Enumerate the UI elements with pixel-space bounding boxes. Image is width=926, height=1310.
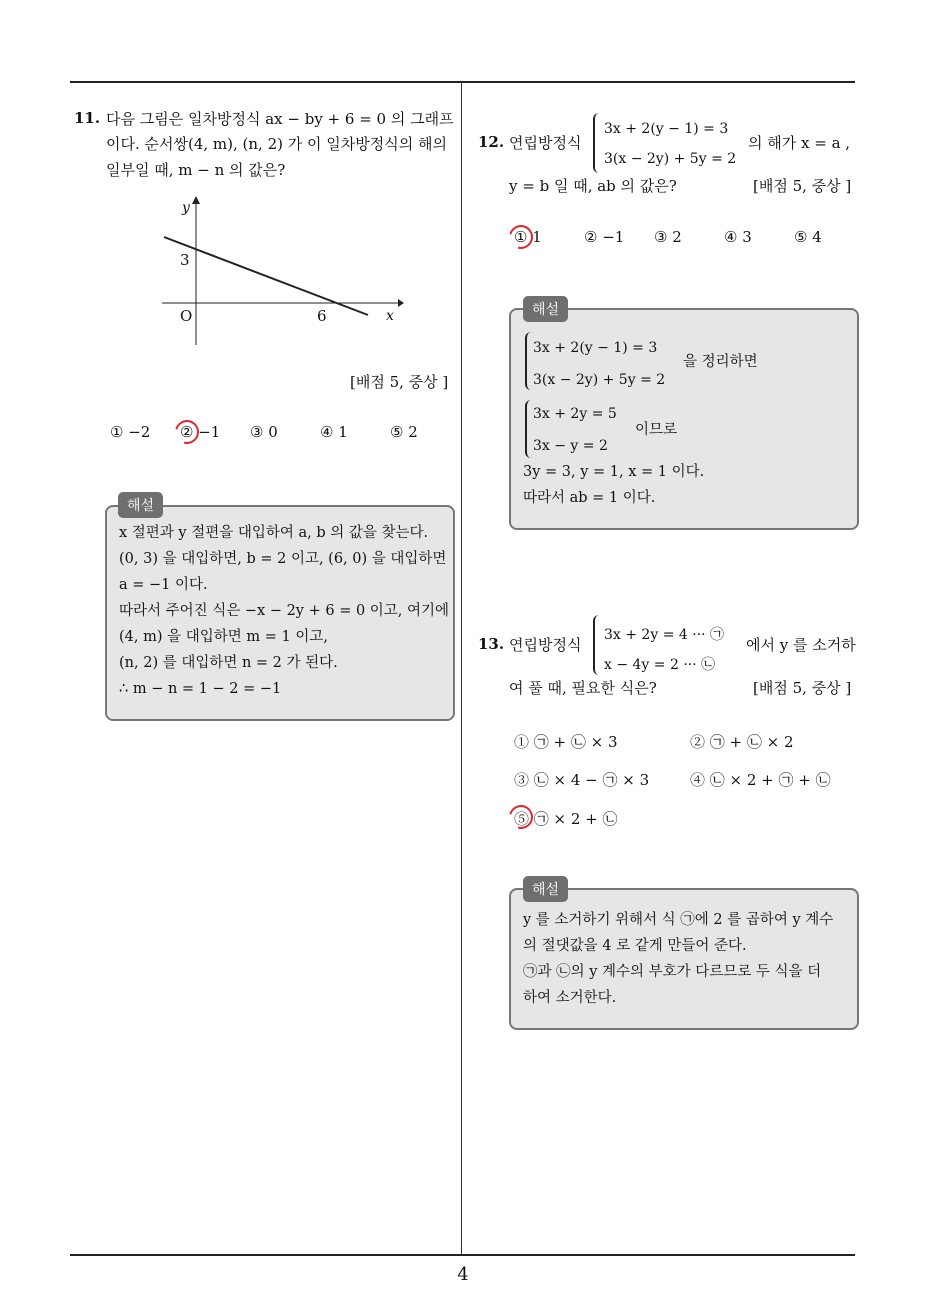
explanation-line: 따라서 주어진 식은 −x − 2y + 6 = 0 이고, 여기에 [119,603,450,619]
question-number: 13. [478,635,505,653]
explanation-line: 3y = 3, y = 1, x = 1 이다. [523,464,705,480]
explanation-line: (0, 3) 을 대입하면, b = 2 이고, (6, 0) 을 대입하면 [119,551,447,567]
answer-mark [505,221,538,254]
explanation-line: x 절편과 y 절편을 대입하여 a, b 의 값을 찾는다. [119,525,429,541]
choice-4[interactable]: ④ ㉡ × 2 + ㉠ + ㉡ [690,771,831,789]
x-axis-label: x [386,308,394,324]
choice-2[interactable]: ② −1 [180,423,221,441]
choice-1[interactable]: ① ㉠ + ㉡ × 3 [514,733,618,751]
top-rule [70,81,855,83]
explanation-line: ∴ m − n = 1 − 2 = −1 [119,681,282,697]
question-number: 12. [478,133,505,151]
explanation-tag: 해설 [523,876,568,902]
choice-4[interactable]: ④ 1 [320,423,348,441]
score-label: [배점 5, 중상 ] [350,373,449,391]
choice-5[interactable]: ⑤ 2 [390,423,418,441]
system-brace [525,400,533,458]
equation: 3(x − 2y) + 5y = 2 [533,372,666,388]
choice-5[interactable]: ⑤ ㉠ × 2 + ㉡ [514,810,618,828]
question-prefix: 연립방정식 [509,636,582,654]
system-brace [593,113,603,173]
explanation-tag: 해설 [118,492,163,518]
explanation-box [509,888,859,1030]
explanation-line: ㉠과 ㉡의 y 계수의 부호가 다르므로 두 식을 더 [523,964,822,980]
question-prefix: 연립방정식 [509,134,582,152]
explanation-text: 이므로 [635,422,678,438]
choice-3[interactable]: ③ 2 [654,228,682,246]
equation-2: 3(x − 2y) + 5y = 2 [604,151,737,167]
choice-1[interactable]: ① −2 [110,423,151,441]
equation: 3x − y = 2 [533,438,608,454]
question-text-line: 이다. 순서쌍(4, m), (n, 2) 가 이 일차방정식의 해의 [106,135,447,153]
explanation-line: 의 절댓값을 4 로 같게 만들어 준다. [523,938,747,954]
score-label: [배점 5, 중상 ] [753,679,852,697]
question-suffix: 의 해가 x = a , [748,134,851,152]
question-suffix: 에서 y 를 소거하 [746,636,856,654]
explanation-line: (4, m) 을 대입하면 m = 1 이고, [119,629,328,645]
equation-1: 3x + 2y = 4 ··· ㉠ [604,627,725,643]
question-text-line: 여 풀 때, 필요한 식은? [509,679,657,697]
page-number: 4 [457,1264,469,1285]
explanation-text: 을 정리하면 [683,354,758,370]
choice-4[interactable]: ④ 3 [724,228,752,246]
origin-label: O [180,307,193,325]
explanation-line: y 를 소거하기 위해서 식 ㉠에 2 를 곱하여 y 계수 [523,912,834,928]
answer-mark [171,416,204,449]
score-label: [배점 5, 중상 ] [753,177,852,195]
system-brace [593,615,603,675]
question-text-line: y = b 일 때, ab 의 값은? [509,177,677,195]
explanation-line: 따라서 ab = 1 이다. [523,490,656,506]
equation-2: x − 4y = 2 ··· ㉡ [604,657,716,673]
question-text-line: 다음 그림은 일차방정식 ax − by + 6 = 0 의 그래프 [106,110,454,128]
choice-1[interactable]: ① 1 [514,228,542,246]
equation: 3x + 2y = 5 [533,406,617,422]
equation-1: 3x + 2(y − 1) = 3 [604,121,729,137]
explanation-line: 하여 소거한다. [523,990,617,1006]
explanation-box [105,505,455,721]
y-axis-arrow [192,196,200,204]
question-text-line: 일부일 때, m − n 의 값은? [106,161,286,179]
explanation-tag: 해설 [523,296,568,322]
choice-5[interactable]: ⑤ 4 [794,228,822,246]
choice-2[interactable]: ② −1 [584,228,625,246]
y-axis-label: y [182,200,190,216]
system-brace [525,332,533,390]
x-intercept-label: 6 [317,307,327,325]
y-intercept-label: 3 [180,251,190,269]
equation: 3x + 2(y − 1) = 3 [533,340,658,356]
column-divider [461,83,462,1255]
bottom-rule [70,1254,855,1256]
choice-3[interactable]: ③ ㉡ × 4 − ㉠ × 3 [514,771,650,789]
explanation-line: a = −1 이다. [119,577,208,593]
explanation-box [509,308,859,530]
explanation-line: (n, 2) 를 대입하면 n = 2 가 된다. [119,655,338,671]
choice-2[interactable]: ② ㉠ + ㉡ × 2 [690,733,794,751]
x-axis-arrow [398,299,404,307]
question-number: 11. [74,109,101,127]
choice-3[interactable]: ③ 0 [250,423,278,441]
